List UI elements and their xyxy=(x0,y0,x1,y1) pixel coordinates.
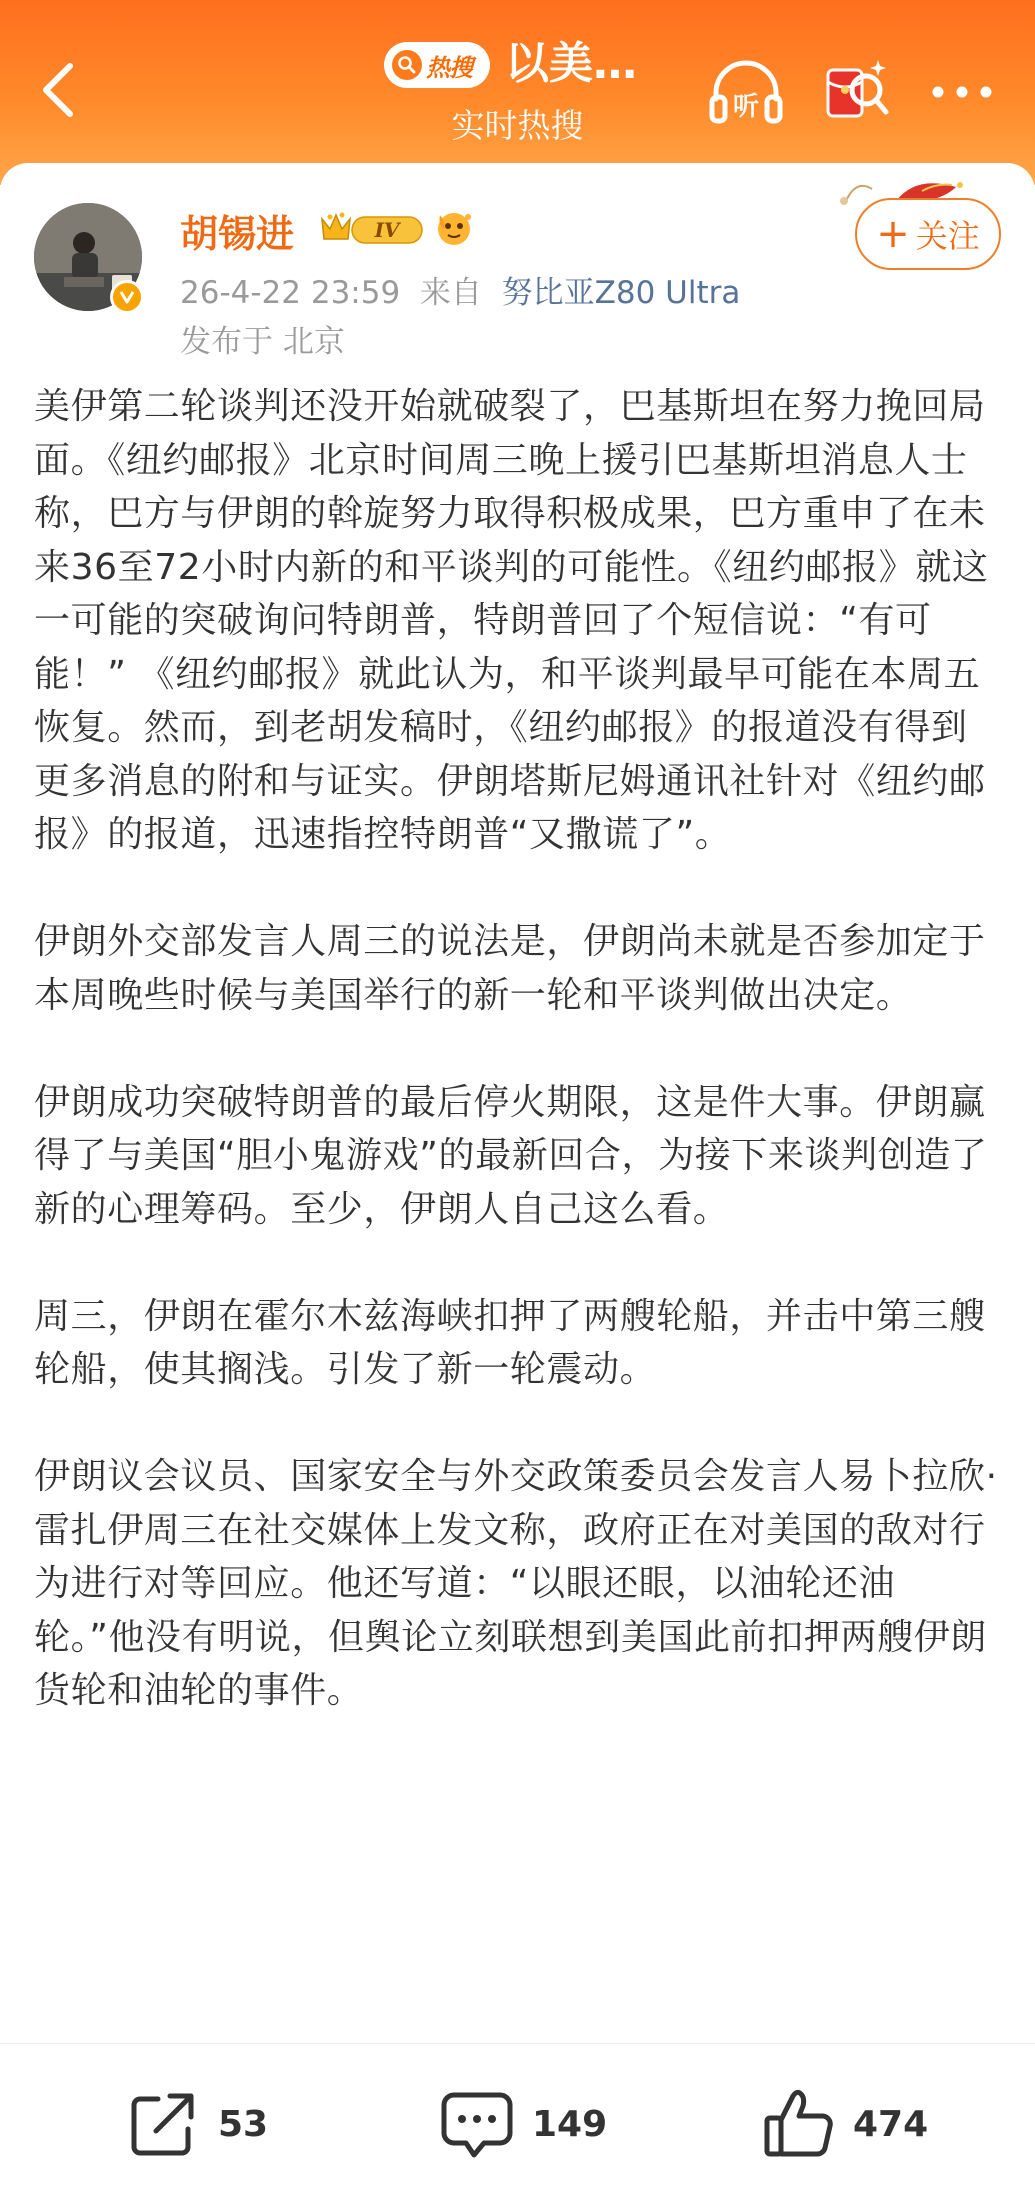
comment-button[interactable] xyxy=(440,2084,607,2164)
post-timestamp: 26-4-22 23:59 xyxy=(180,275,401,311)
plus-icon: + xyxy=(876,211,910,257)
top-header xyxy=(0,0,1035,185)
share-button[interactable] xyxy=(128,2084,268,2164)
more-button[interactable] xyxy=(922,52,1002,132)
post-meta xyxy=(180,267,740,312)
post-paragraph: 伊朗外交部发言人周三的说法是，伊朗尚未就是否参加定于本周晚些时候与美国举行的新一轮和平谈判做出决定。 xyxy=(34,921,986,1016)
search-icon xyxy=(392,50,422,80)
verified-badge-icon xyxy=(110,280,144,314)
like-count: 474 xyxy=(853,2103,929,2145)
device-link[interactable]: 努比亚Z80 Ultra xyxy=(501,275,741,311)
red-packet-button[interactable] xyxy=(818,52,898,132)
more-dots-icon xyxy=(930,82,994,102)
source-prefix: 来自 xyxy=(419,275,482,311)
author-name[interactable]: 胡锡进 xyxy=(180,212,295,256)
comment-count: 149 xyxy=(532,2103,608,2145)
fish-emoji-icon xyxy=(432,205,476,249)
listen-button[interactable] xyxy=(706,52,786,132)
red-packet-search-icon xyxy=(820,54,896,130)
comment-icon xyxy=(440,2089,514,2159)
hot-search-badge xyxy=(384,42,490,88)
page-title: 以美… xyxy=(505,38,637,89)
post-location: 发布于 北京 xyxy=(180,324,345,360)
post-card xyxy=(0,163,1035,2043)
like-button[interactable] xyxy=(763,2084,928,2164)
post-content xyxy=(34,380,1004,1718)
hot-badge-label: 热搜 xyxy=(426,53,472,82)
post-paragraph: 周三，伊朗在霍尔木兹海峡扣押了两艘轮船，并击中第三艘轮船，使其搁浅。引发了新一轮震动。 xyxy=(34,1295,986,1390)
post-paragraph: 伊朗议会议员、国家安全与外交政策委员会发言人易卜拉欣·雷扎伊周三在社交媒体上发文称，政府正在对美国的敌对行为进行对等回应。他还写道：“以眼还眼，以油轮还油轮。”他没有明说，但舆论立刻联想到美国此前扣押两艘伊朗货轮和油轮的事件。 xyxy=(34,1456,998,1711)
page-subtitle: 实时热搜 xyxy=(451,106,584,145)
share-count: 53 xyxy=(218,2103,269,2145)
svg-text:听: 听 xyxy=(732,92,760,122)
post-paragraph: 伊朗成功突破特朗普的最后停火期限，这是件大事。伊朗赢得了与美国“胆小鬼游戏”的最新回合，为接下来谈判创造了新的心理筹码。至少，伊朗人自己这么看。 xyxy=(34,1081,988,1230)
headphones-icon xyxy=(706,57,786,127)
share-icon xyxy=(128,2089,200,2159)
follow-label: 关注 xyxy=(915,217,980,255)
vip-level-badge-icon[interactable] xyxy=(318,209,426,247)
post-paragraph: 美伊第二轮谈判还没开始就破裂了，巴基斯坦在努力挽回局面。《纽约邮报》北京时间周三晚上援引巴基斯坦消息人士称，巴方与伊朗的斡旋努力取得积极成果，巴方重申了在未来36至72小时内新的和平谈判的可能性。《纽约邮报》就这一可能的突破询问特朗普，特朗普回了个短信说：“有可能！” 《纽约邮报》就此认为，和平谈判最早可能在本周五恢复。然而，到老胡发稿时，《纽约邮报》的报道没有得到更多消息的附和与证实。伊朗塔斯尼姆通讯社针对《纽约邮报》的报道，迅速指控特朗普“又撒谎了”。 xyxy=(34,386,989,855)
action-bar xyxy=(0,2043,1035,2194)
svg-text:IV: IV xyxy=(374,218,400,242)
thumbs-up-icon xyxy=(763,2088,835,2160)
follow-button[interactable] xyxy=(855,198,1001,270)
